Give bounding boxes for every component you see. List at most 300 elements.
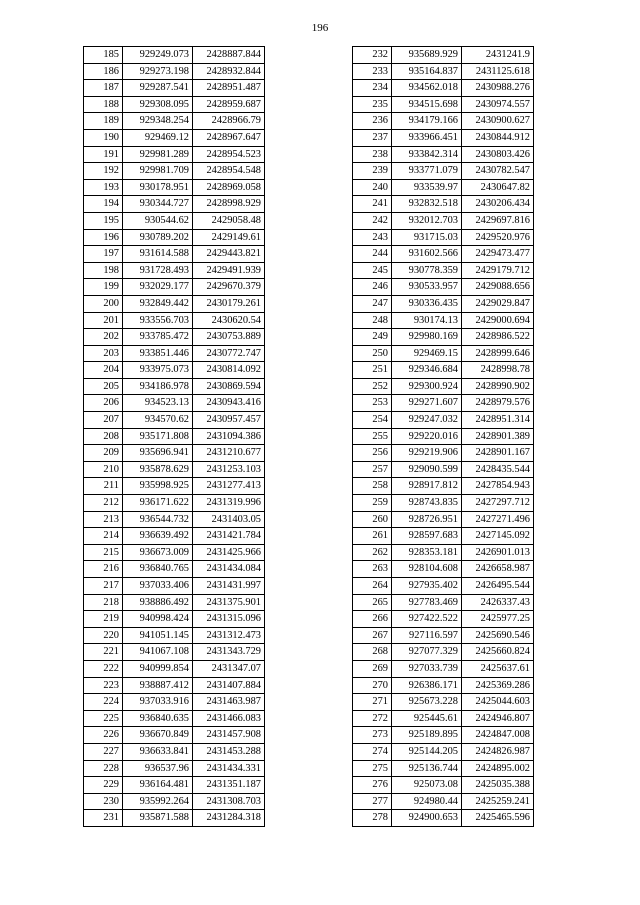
y-coordinate: 2424946.807	[462, 710, 534, 727]
point-number: 271	[353, 694, 392, 711]
x-coordinate: 932832.518	[392, 196, 462, 213]
y-coordinate: 2426337.43	[462, 594, 534, 611]
y-coordinate: 2428986.522	[462, 329, 534, 346]
table-row	[353, 395, 534, 412]
table-row	[84, 229, 265, 246]
table-row	[84, 412, 265, 429]
table-row	[84, 312, 265, 329]
y-coordinate: 2426901.013	[462, 544, 534, 561]
point-number: 219	[84, 611, 123, 628]
table-row	[84, 212, 265, 229]
point-number: 251	[353, 362, 392, 379]
y-coordinate: 2431431.997	[193, 578, 265, 595]
y-coordinate: 2429088.656	[462, 279, 534, 296]
y-coordinate: 2431315.096	[193, 611, 265, 628]
table-row	[353, 743, 534, 760]
y-coordinate: 2425660.824	[462, 644, 534, 661]
table-row	[84, 345, 265, 362]
y-coordinate: 2431351.187	[193, 777, 265, 794]
point-number: 198	[84, 262, 123, 279]
point-number: 188	[84, 96, 123, 113]
table-row	[84, 793, 265, 810]
y-coordinate: 2425035.388	[462, 777, 534, 794]
point-number: 212	[84, 495, 123, 512]
point-number: 230	[84, 793, 123, 810]
table-row	[84, 760, 265, 777]
table-row	[84, 461, 265, 478]
point-number: 228	[84, 760, 123, 777]
table-row	[84, 362, 265, 379]
x-coordinate: 936633.841	[123, 743, 193, 760]
x-coordinate: 941067.108	[123, 644, 193, 661]
x-coordinate: 931614.588	[123, 246, 193, 263]
point-number: 224	[84, 694, 123, 711]
point-number: 192	[84, 163, 123, 180]
x-coordinate: 936537.96	[123, 760, 193, 777]
x-coordinate: 935171.808	[123, 428, 193, 445]
y-coordinate: 2427854.943	[462, 478, 534, 495]
x-coordinate: 932849.442	[123, 295, 193, 312]
point-number: 202	[84, 329, 123, 346]
y-coordinate: 2431466.083	[193, 710, 265, 727]
point-number: 215	[84, 544, 123, 561]
x-coordinate: 929300.924	[392, 378, 462, 395]
table-row	[84, 511, 265, 528]
table-row	[84, 329, 265, 346]
table-row	[353, 179, 534, 196]
x-coordinate: 935871.588	[123, 810, 193, 827]
point-number: 225	[84, 710, 123, 727]
table-row	[353, 246, 534, 263]
y-coordinate: 2431425.966	[193, 544, 265, 561]
point-number: 244	[353, 246, 392, 263]
table-row	[353, 312, 534, 329]
y-coordinate: 2431403.05	[193, 511, 265, 528]
table-row	[84, 163, 265, 180]
y-coordinate: 2429520.976	[462, 229, 534, 246]
table-row	[84, 146, 265, 163]
table-row	[353, 113, 534, 130]
table-row	[353, 627, 534, 644]
x-coordinate: 925073.08	[392, 777, 462, 794]
table-row	[84, 96, 265, 113]
point-number: 247	[353, 295, 392, 312]
point-number: 199	[84, 279, 123, 296]
table-row	[353, 478, 534, 495]
point-number: 222	[84, 660, 123, 677]
point-number: 270	[353, 677, 392, 694]
table-row	[84, 196, 265, 213]
x-coordinate: 940999.854	[123, 660, 193, 677]
y-coordinate: 2428435.544	[462, 461, 534, 478]
table-row	[353, 445, 534, 462]
point-number: 259	[353, 495, 392, 512]
point-number: 245	[353, 262, 392, 279]
point-number: 194	[84, 196, 123, 213]
y-coordinate: 2426495.544	[462, 578, 534, 595]
table-row	[84, 528, 265, 545]
point-number: 209	[84, 445, 123, 462]
x-coordinate: 927033.739	[392, 660, 462, 677]
table-row	[84, 710, 265, 727]
y-coordinate: 2430803.426	[462, 146, 534, 163]
table-row	[84, 544, 265, 561]
x-coordinate: 926386.171	[392, 677, 462, 694]
table-row	[353, 378, 534, 395]
x-coordinate: 929287.541	[123, 80, 193, 97]
point-number: 272	[353, 710, 392, 727]
y-coordinate: 2424826.987	[462, 743, 534, 760]
point-number: 258	[353, 478, 392, 495]
point-number: 237	[353, 129, 392, 146]
x-coordinate: 936171.622	[123, 495, 193, 512]
table-row	[84, 727, 265, 744]
point-number: 191	[84, 146, 123, 163]
x-coordinate: 936544.732	[123, 511, 193, 528]
x-coordinate: 927116.597	[392, 627, 462, 644]
point-number: 275	[353, 760, 392, 777]
x-coordinate: 936639.492	[123, 528, 193, 545]
y-coordinate: 2429491.939	[193, 262, 265, 279]
point-number: 256	[353, 445, 392, 462]
point-number: 201	[84, 312, 123, 329]
table-row	[84, 47, 265, 64]
x-coordinate: 930178.951	[123, 179, 193, 196]
table-row	[353, 578, 534, 595]
y-coordinate: 2425259.241	[462, 793, 534, 810]
y-coordinate: 2428959.687	[193, 96, 265, 113]
point-number: 267	[353, 627, 392, 644]
table-row	[353, 660, 534, 677]
y-coordinate: 2431421.784	[193, 528, 265, 545]
table-row	[84, 395, 265, 412]
x-coordinate: 935878.629	[123, 461, 193, 478]
y-coordinate: 2426658.987	[462, 561, 534, 578]
y-coordinate: 2430814.092	[193, 362, 265, 379]
x-coordinate: 929308.095	[123, 96, 193, 113]
y-coordinate: 2429179.712	[462, 262, 534, 279]
coordinates-table-right	[352, 46, 534, 827]
y-coordinate: 2428901.389	[462, 428, 534, 445]
x-coordinate: 934186.978	[123, 378, 193, 395]
x-coordinate: 933785.472	[123, 329, 193, 346]
point-number: 197	[84, 246, 123, 263]
point-number: 229	[84, 777, 123, 794]
y-coordinate: 2428951.314	[462, 412, 534, 429]
x-coordinate: 930544.62	[123, 212, 193, 229]
y-coordinate: 2425977.25	[462, 611, 534, 628]
table-row	[353, 96, 534, 113]
table-row	[353, 163, 534, 180]
table-row	[353, 644, 534, 661]
table-row	[353, 428, 534, 445]
point-number: 255	[353, 428, 392, 445]
point-number: 252	[353, 378, 392, 395]
point-number: 216	[84, 561, 123, 578]
x-coordinate: 929346.684	[392, 362, 462, 379]
table-row	[353, 229, 534, 246]
point-number: 206	[84, 395, 123, 412]
point-number: 269	[353, 660, 392, 677]
y-coordinate: 2428999.646	[462, 345, 534, 362]
y-coordinate: 2425637.61	[462, 660, 534, 677]
point-number: 254	[353, 412, 392, 429]
point-number: 257	[353, 461, 392, 478]
table-row	[353, 461, 534, 478]
point-number: 243	[353, 229, 392, 246]
table-row	[84, 561, 265, 578]
x-coordinate: 935992.264	[123, 793, 193, 810]
y-coordinate: 2430753.889	[193, 329, 265, 346]
x-coordinate: 925144.205	[392, 743, 462, 760]
coordinates-table-left	[83, 46, 265, 827]
y-coordinate: 2425465.596	[462, 810, 534, 827]
point-number: 246	[353, 279, 392, 296]
point-number: 235	[353, 96, 392, 113]
point-number: 223	[84, 677, 123, 694]
x-coordinate: 927783.469	[392, 594, 462, 611]
y-coordinate: 2428966.79	[193, 113, 265, 130]
y-coordinate: 2431125.618	[462, 63, 534, 80]
point-number: 226	[84, 727, 123, 744]
table-row	[353, 760, 534, 777]
x-coordinate: 930174.13	[392, 312, 462, 329]
point-number: 196	[84, 229, 123, 246]
point-number: 242	[353, 212, 392, 229]
y-coordinate: 2428951.487	[193, 80, 265, 97]
y-coordinate: 2431347.07	[193, 660, 265, 677]
y-coordinate: 2428998.929	[193, 196, 265, 213]
y-coordinate: 2430179.261	[193, 295, 265, 312]
point-number: 261	[353, 528, 392, 545]
table-row	[84, 478, 265, 495]
y-coordinate: 2430869.594	[193, 378, 265, 395]
y-coordinate: 2430620.54	[193, 312, 265, 329]
x-coordinate: 925136.744	[392, 760, 462, 777]
x-coordinate: 929469.12	[123, 129, 193, 146]
x-coordinate: 929273.198	[123, 63, 193, 80]
table-row	[353, 810, 534, 827]
y-coordinate: 2428954.523	[193, 146, 265, 163]
x-coordinate: 924980.44	[392, 793, 462, 810]
y-coordinate: 2431210.677	[193, 445, 265, 462]
point-number: 266	[353, 611, 392, 628]
table-row	[353, 544, 534, 561]
table-row	[353, 528, 534, 545]
x-coordinate: 928597.683	[392, 528, 462, 545]
y-coordinate: 2425044.603	[462, 694, 534, 711]
x-coordinate: 928743.835	[392, 495, 462, 512]
x-coordinate: 936673.009	[123, 544, 193, 561]
x-coordinate: 928353.181	[392, 544, 462, 561]
y-coordinate: 2425369.286	[462, 677, 534, 694]
x-coordinate: 937033.406	[123, 578, 193, 595]
table-row	[84, 644, 265, 661]
x-coordinate: 933771.079	[392, 163, 462, 180]
point-number: 233	[353, 63, 392, 80]
x-coordinate: 927935.402	[392, 578, 462, 595]
table-row	[353, 511, 534, 528]
point-number: 205	[84, 378, 123, 395]
x-coordinate: 933556.703	[123, 312, 193, 329]
y-coordinate: 2430943.416	[193, 395, 265, 412]
x-coordinate: 936670.849	[123, 727, 193, 744]
table-row	[353, 611, 534, 628]
x-coordinate: 928726.951	[392, 511, 462, 528]
table-row	[84, 113, 265, 130]
x-coordinate: 934179.166	[392, 113, 462, 130]
x-coordinate: 930336.435	[392, 295, 462, 312]
table-row	[84, 428, 265, 445]
point-number: 210	[84, 461, 123, 478]
x-coordinate: 932012.703	[392, 212, 462, 229]
table-row	[84, 810, 265, 827]
point-number: 200	[84, 295, 123, 312]
point-number: 238	[353, 146, 392, 163]
point-number: 263	[353, 561, 392, 578]
y-coordinate: 2431375.901	[193, 594, 265, 611]
table-row	[353, 677, 534, 694]
table-row	[84, 578, 265, 595]
point-number: 232	[353, 47, 392, 64]
y-coordinate: 2428901.167	[462, 445, 534, 462]
y-coordinate: 2424895.002	[462, 760, 534, 777]
table-row	[84, 445, 265, 462]
x-coordinate: 931602.566	[392, 246, 462, 263]
table-row	[353, 129, 534, 146]
table-row	[353, 262, 534, 279]
x-coordinate: 929090.599	[392, 461, 462, 478]
x-coordinate: 934523.13	[123, 395, 193, 412]
point-number: 227	[84, 743, 123, 760]
point-number: 234	[353, 80, 392, 97]
y-coordinate: 2431241.9	[462, 47, 534, 64]
table-row	[84, 129, 265, 146]
y-coordinate: 2431407.884	[193, 677, 265, 694]
y-coordinate: 2427271.496	[462, 511, 534, 528]
x-coordinate: 925189.895	[392, 727, 462, 744]
y-coordinate: 2431094.386	[193, 428, 265, 445]
x-coordinate: 933539.97	[392, 179, 462, 196]
point-number: 264	[353, 578, 392, 595]
point-number: 239	[353, 163, 392, 180]
table-row	[353, 561, 534, 578]
point-number: 248	[353, 312, 392, 329]
x-coordinate: 929980.169	[392, 329, 462, 346]
point-number: 189	[84, 113, 123, 130]
x-coordinate: 934515.698	[392, 96, 462, 113]
point-number: 274	[353, 743, 392, 760]
x-coordinate: 938887.412	[123, 677, 193, 694]
point-number: 186	[84, 63, 123, 80]
point-number: 260	[353, 511, 392, 528]
y-coordinate: 2427145.092	[462, 528, 534, 545]
x-coordinate: 930789.202	[123, 229, 193, 246]
y-coordinate: 2429000.694	[462, 312, 534, 329]
table-row	[84, 777, 265, 794]
y-coordinate: 2431434.331	[193, 760, 265, 777]
table-row	[84, 611, 265, 628]
y-coordinate: 2429697.816	[462, 212, 534, 229]
point-number: 211	[84, 478, 123, 495]
table-row	[353, 694, 534, 711]
x-coordinate: 936840.635	[123, 710, 193, 727]
y-coordinate: 2431457.908	[193, 727, 265, 744]
point-number: 214	[84, 528, 123, 545]
y-coordinate: 2430844.912	[462, 129, 534, 146]
table-row	[353, 362, 534, 379]
table-row	[84, 627, 265, 644]
x-coordinate: 930533.957	[392, 279, 462, 296]
y-coordinate: 2425690.546	[462, 627, 534, 644]
y-coordinate: 2429473.477	[462, 246, 534, 263]
point-number: 193	[84, 179, 123, 196]
point-number: 250	[353, 345, 392, 362]
x-coordinate: 934562.018	[392, 80, 462, 97]
y-coordinate: 2431319.996	[193, 495, 265, 512]
table-row	[353, 727, 534, 744]
page-number: 196	[311, 22, 329, 34]
x-coordinate: 933842.314	[392, 146, 462, 163]
x-coordinate: 933851.446	[123, 345, 193, 362]
table-row	[84, 63, 265, 80]
y-coordinate: 2431463.987	[193, 694, 265, 711]
point-number: 185	[84, 47, 123, 64]
table-row	[84, 179, 265, 196]
table-row	[353, 710, 534, 727]
point-number: 277	[353, 793, 392, 810]
x-coordinate: 933975.073	[123, 362, 193, 379]
table-row	[353, 329, 534, 346]
point-number: 231	[84, 810, 123, 827]
table-row	[353, 495, 534, 512]
x-coordinate: 929219.906	[392, 445, 462, 462]
table-row	[353, 295, 534, 312]
y-coordinate: 2428990.902	[462, 378, 534, 395]
point-number: 218	[84, 594, 123, 611]
point-number: 249	[353, 329, 392, 346]
point-number: 236	[353, 113, 392, 130]
x-coordinate: 937033.916	[123, 694, 193, 711]
x-coordinate: 940998.424	[123, 611, 193, 628]
table-row	[353, 594, 534, 611]
table-row	[353, 777, 534, 794]
y-coordinate: 2429443.821	[193, 246, 265, 263]
point-number: 190	[84, 129, 123, 146]
x-coordinate: 930344.727	[123, 196, 193, 213]
x-coordinate: 935998.925	[123, 478, 193, 495]
x-coordinate: 929271.607	[392, 395, 462, 412]
y-coordinate: 2431343.729	[193, 644, 265, 661]
y-coordinate: 2428979.576	[462, 395, 534, 412]
point-number: 262	[353, 544, 392, 561]
table-row	[84, 660, 265, 677]
point-number: 268	[353, 644, 392, 661]
x-coordinate: 925673.228	[392, 694, 462, 711]
table-row	[84, 80, 265, 97]
x-coordinate: 941051.145	[123, 627, 193, 644]
x-coordinate: 932029.177	[123, 279, 193, 296]
x-coordinate: 929247.032	[392, 412, 462, 429]
point-number: 203	[84, 345, 123, 362]
x-coordinate: 931715.03	[392, 229, 462, 246]
x-coordinate: 928917.812	[392, 478, 462, 495]
y-coordinate: 2427297.712	[462, 495, 534, 512]
point-number: 195	[84, 212, 123, 229]
x-coordinate: 934570.62	[123, 412, 193, 429]
y-coordinate: 2430772.747	[193, 345, 265, 362]
y-coordinate: 2431434.084	[193, 561, 265, 578]
